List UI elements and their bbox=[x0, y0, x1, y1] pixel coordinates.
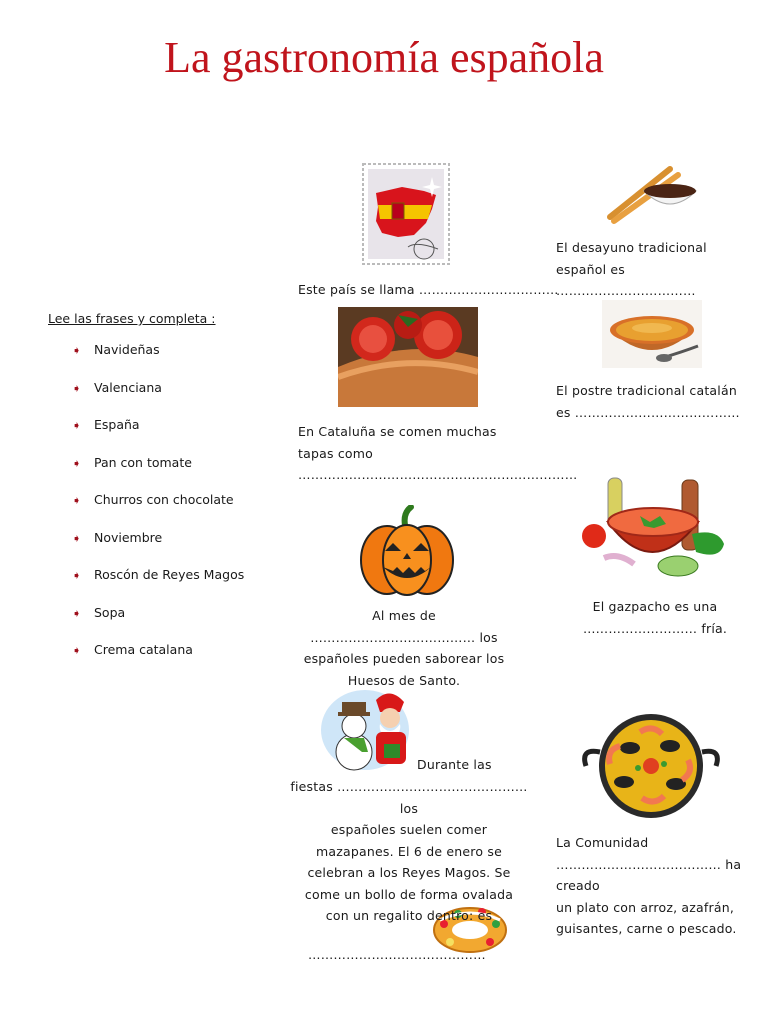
churros-chocolate-image bbox=[604, 163, 698, 225]
sentence-gazpacho: El gazpacho es una ……………………… fría. bbox=[582, 599, 728, 636]
list-item: ➧ Roscón de Reyes Magos bbox=[72, 567, 244, 605]
arrow-bullet-icon: ➧ bbox=[72, 456, 82, 470]
paella-image bbox=[580, 712, 722, 820]
sentence-tapas: En Cataluña se comen muchas tapas como ………………………………………………………… bbox=[298, 424, 578, 482]
arrow-bullet-icon: ➧ bbox=[72, 606, 82, 620]
sentence-desayuno: El desayuno tradicional español es …………………………… bbox=[556, 240, 707, 298]
sentence-postre: El postre tradicional catalán es ………………………………… bbox=[556, 383, 740, 420]
spain-stamp-image bbox=[362, 163, 450, 265]
sentence-mes: Al mes de ………………………………… los españoles pueden saborear los Huesos de Santo. bbox=[303, 608, 505, 688]
arrow-bullet-icon: ➧ bbox=[72, 419, 82, 432]
arrow-bullet-icon: ➧ bbox=[72, 344, 82, 357]
instruction: Lee las frases y completa : bbox=[48, 311, 216, 326]
sentence-fiestas-1: Durante las bbox=[417, 757, 492, 772]
gazpacho-image bbox=[578, 472, 728, 586]
word-list bbox=[72, 342, 244, 680]
crema-catalana-image bbox=[602, 300, 702, 368]
arrow-bullet-icon: ➧ bbox=[72, 644, 82, 657]
list-item: ➧ Churros con chocolate bbox=[72, 492, 244, 530]
arrow-bullet-icon: ➧ bbox=[72, 381, 82, 395]
arrow-bullet-icon: ➧ bbox=[72, 531, 82, 545]
page-title: La gastronomía española bbox=[164, 33, 604, 82]
sentence-fiestas-blank: …………………………………… bbox=[308, 947, 486, 962]
list-item: ➧ España bbox=[72, 417, 244, 455]
list-item: ➧ Pan con tomate bbox=[72, 455, 244, 493]
list-item: ➧ Noviembre bbox=[72, 530, 244, 568]
list-item: ➧ Sopa bbox=[72, 605, 244, 643]
sentence-comunidad: La Comunidad ………………………………… ha creado un plato con arroz, azafrán, guisantes, carne o pescado. bbox=[556, 835, 742, 936]
sentence-fiestas: fiestas ……………………………………… los españoles suelen comer mazapanes. El 6 de enero se celebran a los Reyes Magos. Se come un bollo de forma ovalada con un regalito dentro: es bbox=[290, 779, 528, 923]
pan-con-tomate-image bbox=[338, 307, 478, 407]
snowman-santa-image bbox=[320, 682, 418, 774]
list-item: ➧ Navideñas bbox=[72, 342, 244, 380]
arrow-bullet-icon: ➧ bbox=[72, 494, 82, 507]
sentence-pais: Este país se llama …………………………… bbox=[298, 282, 559, 297]
pumpkin-image bbox=[357, 505, 457, 597]
arrow-bullet-icon: ➧ bbox=[72, 569, 82, 582]
list-item: ➧ Crema catalana bbox=[72, 642, 244, 680]
list-item: ➧ Valenciana bbox=[72, 380, 244, 418]
